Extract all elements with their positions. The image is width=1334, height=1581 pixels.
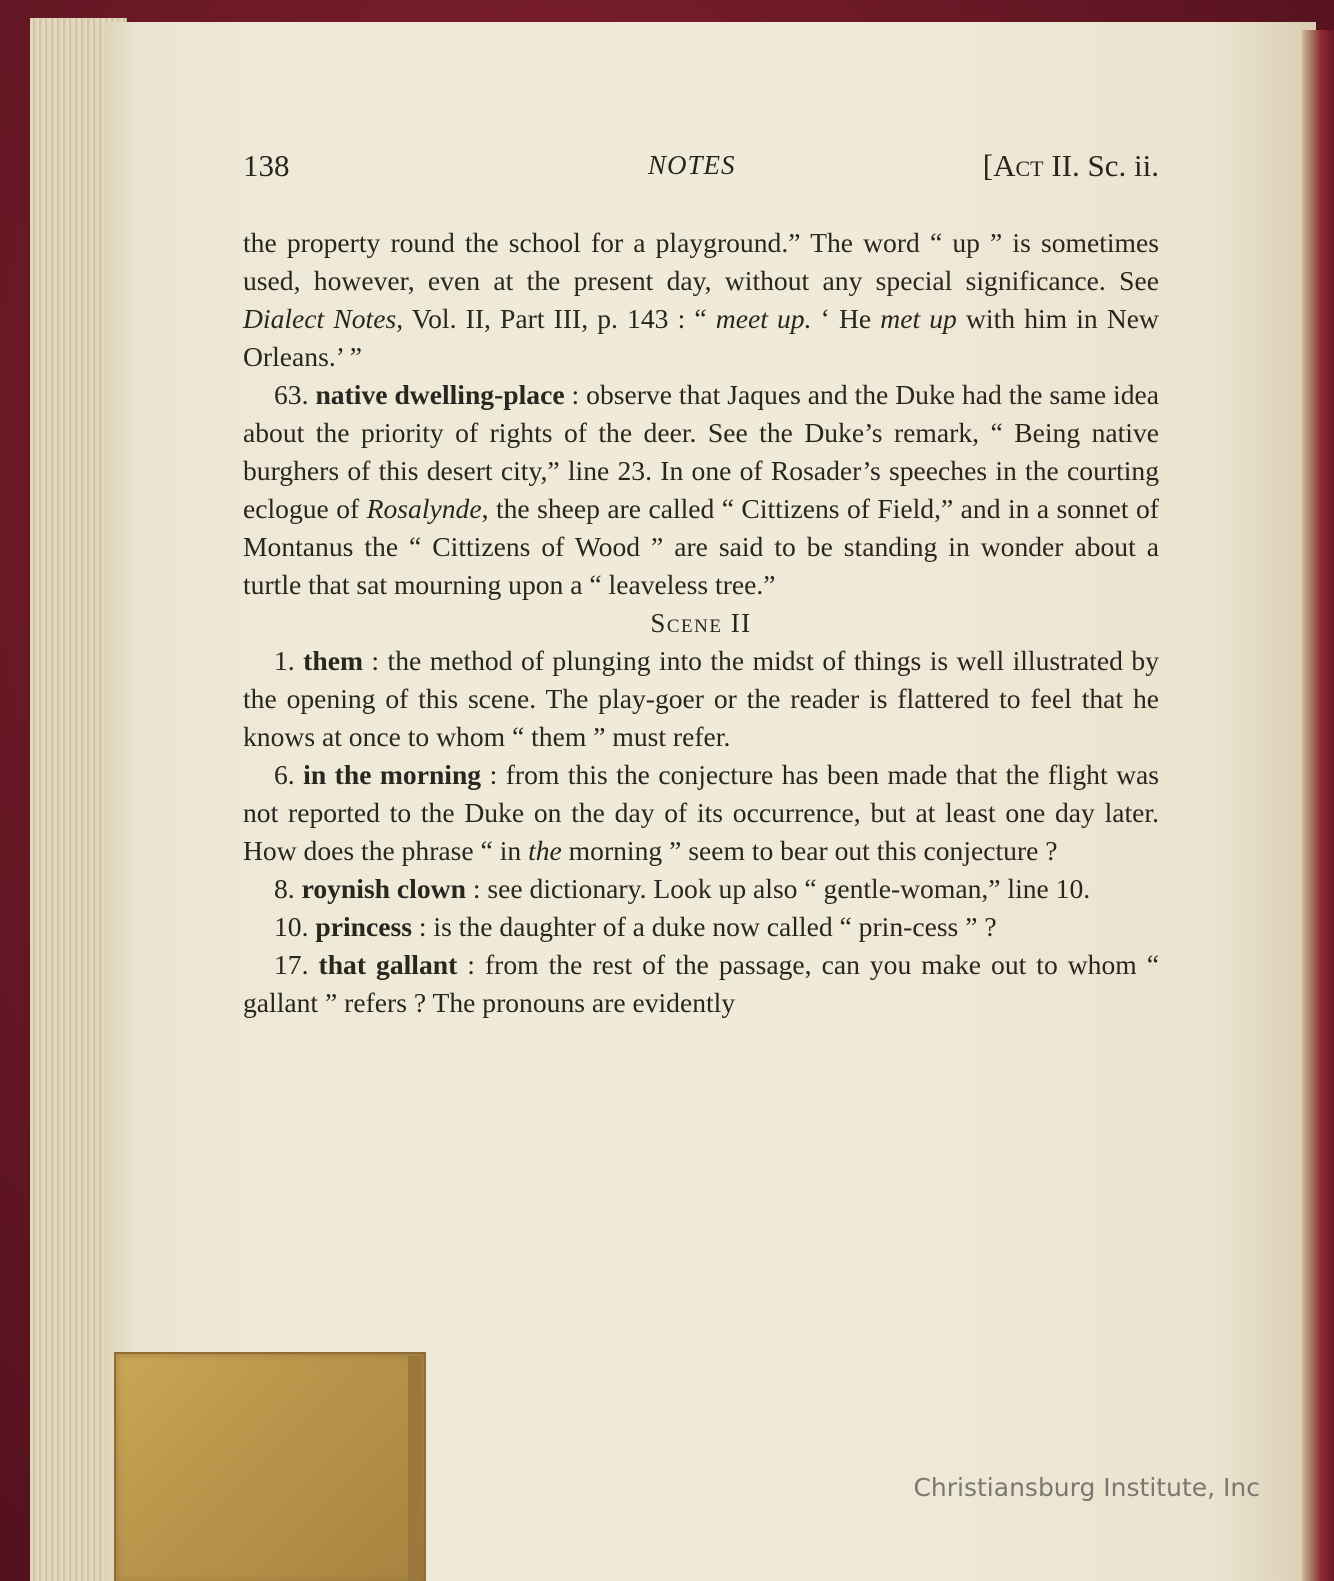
note-number: 63.: [274, 379, 316, 410]
act-scene-number: II. Sc. ii.: [1043, 148, 1159, 183]
note-6: [243, 756, 1159, 870]
note-1: [243, 642, 1159, 756]
note-text: : from this the conjecture has been made that the flight was not reported to the Duke on the day of its occurrence, but at least one day later. How does the phrase “ in: [243, 759, 1159, 866]
note-8: [243, 870, 1159, 908]
bookmark-edge: [408, 1356, 422, 1581]
note-text: morning ” seem to bear out this conjecture ?: [561, 835, 1058, 866]
note-text: : from the rest of the passage, can you make out to whom “ gallant ” refers ? The pronouns are evidently: [243, 949, 1159, 1018]
note-number: 6.: [274, 759, 304, 790]
note-text: : is the daughter of a duke now called “ prin-cess ” ?: [411, 911, 997, 942]
note-text: : the method of plunging into the midst of things is well illustrated by the opening of this scene. The play-goer or the reader is flattered to feel that he knows at once to whom “ them ” must refer.: [243, 645, 1160, 752]
scene-number: II: [722, 608, 752, 638]
note-17: [243, 946, 1159, 1022]
note-text: with him in New Orleans.’ ”: [243, 303, 1159, 372]
note-number: 8.: [274, 873, 302, 904]
note-text: , the sheep are called “ Cittizens of Field,” and in a sonnet of Montanus the “ Cittizens of Wood ” are said to be standing in wonder about a turtle that sat mourning upon a “ leaveless tree.”: [243, 493, 1159, 600]
note-text: , Vol. II, Part III, p. 143 : “: [396, 303, 716, 334]
book-title-italic: Rosalynde: [366, 493, 482, 524]
note-number: 10.: [274, 911, 316, 942]
act-scene-reference: [983, 148, 1159, 184]
quoted-phrase-italic: met up: [880, 303, 957, 334]
note-63: [243, 376, 1159, 604]
note-10: [243, 908, 1159, 946]
note-text: : see dictionary. Look up also “ gentle-woman,” line 10.: [465, 873, 1091, 904]
note-term: native dwelling-place: [315, 379, 565, 410]
note-term: that gallant: [318, 949, 458, 980]
note-number: 17.: [274, 949, 319, 980]
book-title-italic: Dialect Notes: [243, 303, 397, 334]
bookmark-card: [114, 1352, 426, 1581]
scene-word: Scene: [650, 608, 723, 638]
note-text: the property round the school for a playground.” The word “ up ” is sometimes used, however, even at the present day, without any special significance. See: [243, 227, 1159, 296]
quoted-phrase-italic: meet up.: [715, 303, 812, 334]
emphasis-italic: the: [528, 835, 562, 866]
notes-body: [243, 224, 1159, 1022]
note-term: princess: [315, 911, 412, 942]
watermark: Christiansburg Institute, Inc: [913, 1473, 1260, 1502]
page-number: 138: [243, 148, 290, 183]
note-text: ‘ He: [811, 303, 881, 334]
note-term: in the morning: [303, 759, 482, 790]
running-header: [243, 148, 1159, 188]
note-text: : observe that Jaques and the Duke had the same idea about the priority of rights of the deer. See the Duke’s remark, “ Being native burghers of this desert city,” line 23. In one of Rosader’s speeches in the courting eclogue of: [243, 379, 1159, 524]
page-right-edge: [1302, 30, 1334, 1581]
act-word: Act: [993, 148, 1044, 183]
note-term: roynish clown: [301, 873, 466, 904]
note-number: 1.: [274, 645, 304, 676]
running-title: NOTES: [648, 150, 736, 180]
act-bracket: [: [982, 148, 994, 183]
note-term: them: [303, 645, 363, 676]
note-continuation: [243, 224, 1159, 376]
scene-heading: [243, 604, 1159, 642]
